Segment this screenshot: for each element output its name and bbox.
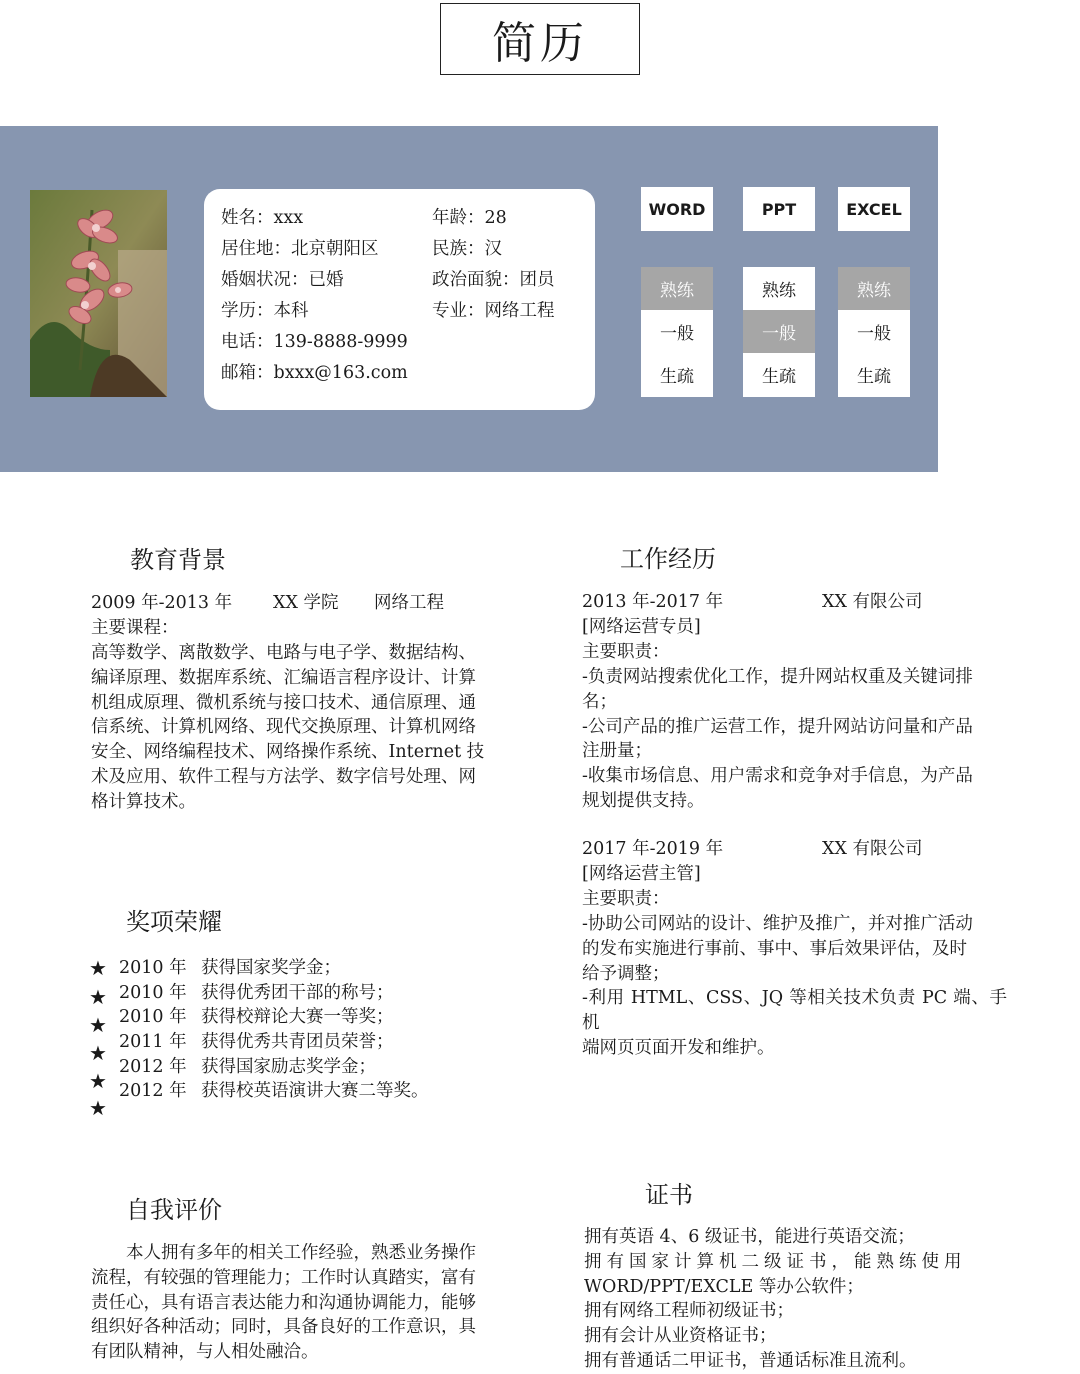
self-eval-heading: 自我评价 <box>126 1196 222 1224</box>
job-duties <box>582 912 1007 1061</box>
duty-line: 注册量； <box>582 741 652 762</box>
skill-label-ppt: PPT <box>743 187 815 231</box>
political-field: 政治面貌：团员 <box>432 270 555 290</box>
name-field: 姓名：xxx <box>221 208 304 228</box>
skill-levels-ppt <box>743 267 815 397</box>
duty-line: 给予调整； <box>582 963 670 984</box>
email-field: 邮箱：bxxx@163.com <box>221 363 408 383</box>
duty-line: -利用 HTML、CSS、JQ 等相关技术负责 PC 端、手机 <box>582 988 1007 1034</box>
duty-line: 的发布实施进行事前、事中、事后效果评估，及时 <box>582 938 967 959</box>
award-text: 获得优秀共青团员荣誉； <box>201 1032 394 1052</box>
certificate-line: 拥有英语 4、6 级证书，能进行英语交流； <box>584 1227 915 1247</box>
self-eval-text <box>91 1241 511 1365</box>
education-major: 网络工程 <box>374 593 444 613</box>
star-icon: ★ <box>89 956 107 980</box>
courses-line: 信系统、计算机网络、现代交换原理、计算机网络 <box>91 717 476 738</box>
job-period: 2013 年-2017 年 <box>582 592 724 612</box>
personal-info-card <box>204 189 595 410</box>
job-position: [网络运营专员] <box>582 617 701 637</box>
star-icon: ★ <box>89 1096 107 1120</box>
duty-line: -协助公司网站的设计、维护及推广，并对推广活动 <box>582 914 973 934</box>
skill-level: 熟练 <box>762 281 796 301</box>
skill-level: 熟练 <box>641 267 713 310</box>
job-position: [网络运营主管] <box>582 864 701 884</box>
award-year: 2012 年 <box>119 1081 187 1101</box>
star-icon: ★ <box>89 1069 107 1093</box>
job-duties <box>582 665 1007 814</box>
award-text: 获得校英语演讲大赛二等奖。 <box>201 1081 429 1101</box>
job-duties-label: 主要职责： <box>582 889 670 909</box>
award-text: 获得优秀团干部的称号； <box>201 983 394 1003</box>
skill-level: 生疏 <box>857 367 891 387</box>
certificate-line: 拥有网络工程师初级证书； <box>584 1301 794 1322</box>
residence-field: 居住地：北京朝阳区 <box>221 239 379 259</box>
major-field: 专业：网络工程 <box>432 301 555 321</box>
award-year: 2010 年 <box>119 958 187 978</box>
skill-levels-excel <box>838 267 910 397</box>
courses-line: 安全、网络编程技术、网络操作系统、Internet 技 <box>91 742 485 763</box>
skill-label-excel: EXCEL <box>838 187 910 231</box>
award-text: 获得国家励志奖学金； <box>201 1057 376 1077</box>
duty-line: 名； <box>582 691 617 712</box>
education-period: 2009 年-2013 年 <box>91 593 233 613</box>
award-year: 2010 年 <box>119 983 187 1003</box>
certificate-line: 拥有国家计算机二级证书，能熟练使用 <box>584 1251 967 1272</box>
duty-line: 端网页页面开发和维护。 <box>582 1037 775 1058</box>
phone-field: 电话：139-8888-9999 <box>221 332 408 352</box>
skill-level: 生疏 <box>762 367 796 387</box>
skill-levels-word <box>641 267 713 397</box>
skill-level: 生疏 <box>660 367 694 387</box>
courses-line: 高等数学、离散数学、电路与电子学、数据结构、 <box>91 643 476 663</box>
skill-level: 一般 <box>857 324 891 344</box>
self-eval-line: 组织好各种活动；同时，具备良好的工作意识，具 <box>91 1317 476 1338</box>
age-field: 年龄：28 <box>432 208 507 228</box>
award-year: 2011 年 <box>119 1032 187 1052</box>
award-text: 获得国家奖学金； <box>201 958 341 978</box>
certificate-line: WORD/PPT/EXCLE 等办公软件； <box>584 1276 864 1297</box>
award-year: 2012 年 <box>119 1057 187 1077</box>
star-icon: ★ <box>89 1041 107 1065</box>
education-heading: 教育背景 <box>130 546 226 574</box>
award-text: 获得校辩论大赛一等奖； <box>201 1007 394 1027</box>
skill-label-word: WORD <box>641 187 713 231</box>
certificates-text <box>584 1225 1004 1374</box>
work-heading: 工作经历 <box>620 545 716 573</box>
certificate-line: 拥有会计从业资格证书； <box>584 1326 777 1347</box>
courses-text <box>91 641 511 815</box>
courses-line: 机组成原理、微机系统与接口技术、通信原理、通 <box>91 692 476 713</box>
ethnicity-field: 民族：汉 <box>432 239 502 259</box>
education-level-field: 学历：本科 <box>221 301 309 321</box>
profile-photo <box>30 190 167 397</box>
self-eval-line: 有团队精神，与人相处融洽。 <box>91 1342 319 1363</box>
certificate-line: 拥有普通话二甲证书，普通话标准且流利。 <box>584 1350 917 1371</box>
education-school: XX 学院 <box>273 593 339 613</box>
skill-level: 一般 <box>743 310 815 353</box>
courses-line: 术及应用、软件工程与方法学、数字信号处理、网 <box>91 766 476 787</box>
skill-level: 一般 <box>660 324 694 344</box>
duty-line: -负责网站搜索优化工作，提升网站权重及关键词排 <box>582 667 973 687</box>
star-icon: ★ <box>89 1013 107 1037</box>
self-eval-line: 责任心，具有语言表达能力和沟通协调能力，能够 <box>91 1292 476 1313</box>
star-icon: ★ <box>89 985 107 1009</box>
self-eval-line: 流程，有较强的管理能力；工作时认真踏实，富有 <box>91 1267 476 1288</box>
courses-line: 编译原理、数据库系统、汇编语言程序设计、计算 <box>91 667 476 688</box>
resume-title: 简历 <box>440 3 640 75</box>
certificates-heading: 证书 <box>645 1181 693 1209</box>
award-year: 2010 年 <box>119 1007 187 1027</box>
self-eval-line: 本人拥有多年的相关工作经验，熟悉业务操作 <box>91 1243 476 1263</box>
skill-level: 熟练 <box>838 267 910 310</box>
marital-field: 婚姻状况：已婚 <box>221 270 344 290</box>
job-company: XX 有限公司 <box>822 839 923 859</box>
duty-line: 规划提供支持。 <box>582 790 705 811</box>
duty-line: -公司产品的推广运营工作，提升网站访问量和产品 <box>582 716 973 737</box>
courses-label: 主要课程： <box>91 618 179 638</box>
job-duties-label: 主要职责： <box>582 642 670 662</box>
duty-line: -收集市场信息、用户需求和竞争对手信息，为产品 <box>582 766 973 787</box>
job-company: XX 有限公司 <box>822 592 923 612</box>
awards-heading: 奖项荣耀 <box>126 908 222 936</box>
courses-line: 格计算技术。 <box>91 791 196 812</box>
job-period: 2017 年-2019 年 <box>582 839 724 859</box>
